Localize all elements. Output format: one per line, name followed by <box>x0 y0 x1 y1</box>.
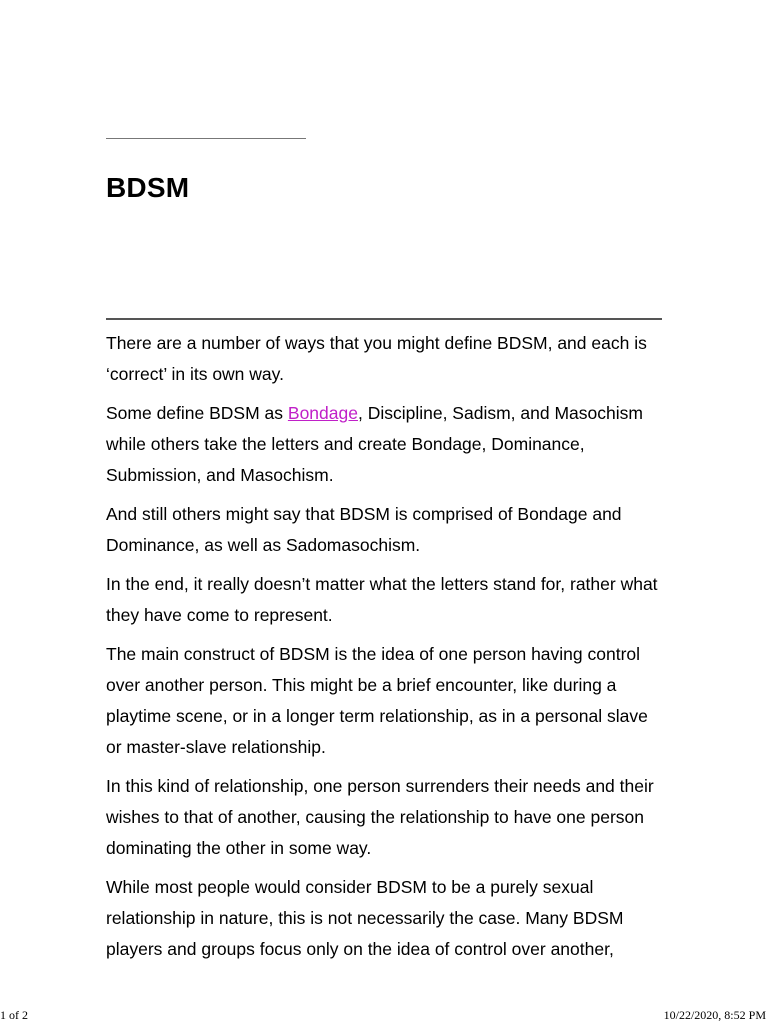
paragraph-2-text-before: Some define BDSM as <box>106 403 288 423</box>
paragraph-5: The main construct of BDSM is the idea of one person having control over another person. This might be a brief encounter, like during a playtime scene, or in a longer term relationship, as in a personal slave or master-slave relationship. <box>106 644 648 757</box>
paragraph-2 <box>106 398 668 491</box>
title-top-divider <box>106 138 306 139</box>
paragraph-1: There are a number of ways that you might define BDSM, and each is ‘correct’ in its own way. <box>106 333 647 384</box>
paragraph-7: While most people would consider BDSM to be a purely sexual relationship in nature, this is not necessarily the case. Many BDSM players and groups focus only on the idea of control over another, <box>106 877 624 959</box>
bondage-link[interactable]: Bondage <box>287 403 358 423</box>
paragraph-6: In this kind of relationship, one person surrenders their needs and their wishes to that of another, causing the relationship to have one person dominating the other in some way. <box>106 776 654 858</box>
paragraph-2-text-after: , Discipline, Sadism, and Masochism while others take the letters and create Bondage, Dominance, Submission, and Masochism. <box>106 403 643 485</box>
print-timestamp: 10/22/2020, 8:52 PM <box>663 1008 766 1022</box>
title-bottom-divider <box>106 318 662 320</box>
page-title: BDSM <box>106 172 190 203</box>
paragraph-4: In the end, it really doesn’t matter what the letters stand for, rather what they have come to represent. <box>106 574 658 625</box>
page-number: 1 of 2 <box>0 1008 28 1022</box>
paragraph-3: And still others might say that BDSM is comprised of Bondage and Dominance, as well as Sadomasochism. <box>106 504 622 555</box>
article-body <box>106 328 668 973</box>
